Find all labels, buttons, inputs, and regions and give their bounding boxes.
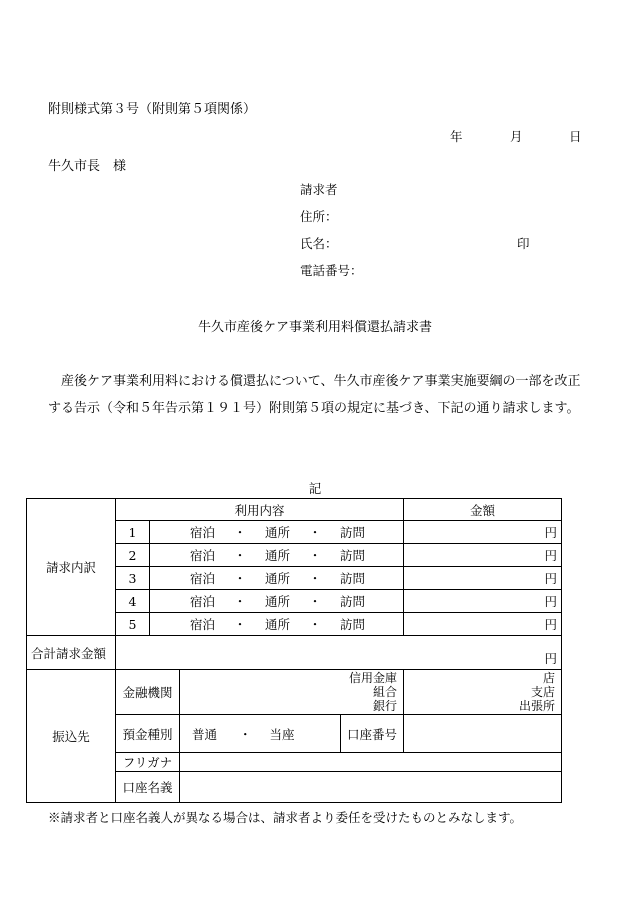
usage-options[interactable]: [150, 521, 404, 544]
option-visit: 訪問: [339, 594, 365, 609]
date-day-label: 日: [569, 129, 582, 144]
bank-type-shinkin: 信用金庫: [349, 671, 398, 685]
date-year-label: 年: [450, 129, 463, 144]
furigana-label: フリガナ: [116, 753, 180, 772]
breakdown-label: 請求内訳: [27, 499, 116, 636]
furigana-field[interactable]: [180, 753, 562, 772]
footnote: ※請求者と口座名義人が異なる場合は、請求者より委任を受けたものとみなします。: [48, 810, 523, 825]
option-visit: 訪問: [339, 571, 365, 586]
ki-label: 記: [308, 481, 322, 496]
usage-header: 利用内容: [116, 499, 404, 521]
account-holder-field[interactable]: [180, 772, 562, 803]
address-label: 住所：: [300, 209, 338, 224]
bank-type-ginko: 銀行: [373, 699, 398, 713]
option-visit: 訪問: [339, 617, 365, 632]
option-daycare: 通所: [264, 617, 290, 632]
option-stay: 宿泊: [190, 548, 216, 563]
separator: ・: [233, 525, 247, 540]
seal-mark: 印: [517, 236, 530, 251]
row-number: 3: [116, 567, 150, 590]
amount-field[interactable]: 円: [404, 521, 562, 544]
option-visit: 訪問: [339, 548, 365, 563]
usage-options[interactable]: [150, 544, 404, 567]
separator: ・: [233, 571, 247, 586]
institution-label: 金融機関: [116, 670, 180, 715]
separator: ・: [233, 548, 247, 563]
separator: ・: [233, 617, 247, 632]
row-number: 1: [116, 521, 150, 544]
branch-type-shiten: 支店: [531, 685, 556, 699]
body-text: 産後ケア事業利用料における償還払について、牛久市産後ケア事業実施要綱の一部を改正する告示（令和５年告示第１９１号）附則第５項の規定に基づき、下記の通り請求します。: [48, 374, 581, 416]
document-title: 牛久市産後ケア事業利用料償還払請求書: [197, 320, 432, 335]
usage-options[interactable]: [150, 590, 404, 613]
amount-field[interactable]: 円: [404, 544, 562, 567]
claimant-label: 請求者: [300, 182, 338, 197]
bank-type-kumiai: 組合: [373, 685, 398, 699]
total-amount-field[interactable]: [116, 636, 562, 670]
bank-name-field[interactable]: [180, 670, 404, 715]
phone-label: 電話番号：: [300, 263, 363, 278]
account-holder-label: 口座名義: [116, 772, 180, 803]
option-daycare: 通所: [264, 525, 290, 540]
claim-table: [26, 498, 562, 803]
separator: ・: [308, 571, 322, 586]
usage-options[interactable]: [150, 567, 404, 590]
option-visit: 訪問: [339, 525, 365, 540]
date-month-label: 月: [510, 129, 523, 144]
deposit-type-options[interactable]: [180, 715, 341, 753]
separator: ・: [308, 594, 322, 609]
separator: ・: [239, 726, 252, 742]
row-number: 4: [116, 590, 150, 613]
deposit-type-label: 預金種別: [116, 715, 180, 753]
option-stay: 宿泊: [190, 617, 216, 632]
body-paragraph: [48, 368, 588, 422]
option-stay: 宿泊: [190, 594, 216, 609]
branch-name-field[interactable]: [404, 670, 562, 715]
option-daycare: 通所: [264, 571, 290, 586]
separator: ・: [308, 617, 322, 632]
separator: ・: [308, 525, 322, 540]
transfer-label: 振込先: [27, 670, 116, 803]
form-number: 附則様式第３号（附則第５項関係）: [48, 102, 257, 117]
total-label: 合計請求金額: [27, 636, 116, 670]
amount-field[interactable]: 円: [404, 567, 562, 590]
option-stay: 宿泊: [190, 571, 216, 586]
account-number-field[interactable]: [404, 715, 562, 753]
name-label: 氏名：: [300, 236, 338, 251]
account-number-label: 口座番号: [341, 715, 404, 753]
option-stay: 宿泊: [190, 525, 216, 540]
separator: ・: [308, 548, 322, 563]
row-number: 5: [116, 613, 150, 636]
row-number: 2: [116, 544, 150, 567]
amount-header: 金額: [404, 499, 562, 521]
option-daycare: 通所: [264, 548, 290, 563]
amount-field[interactable]: 円: [404, 590, 562, 613]
usage-options[interactable]: [150, 613, 404, 636]
amount-field[interactable]: 円: [404, 613, 562, 636]
total-yen: 円: [544, 650, 558, 666]
option-daycare: 通所: [264, 594, 290, 609]
deposit-ordinary: 普通: [192, 726, 218, 742]
deposit-current: 当座: [269, 726, 295, 742]
branch-type-ten: 店: [543, 671, 556, 685]
branch-type-shutchojo: 出張所: [519, 699, 556, 713]
separator: ・: [233, 594, 247, 609]
addressee: 牛久市長 様: [48, 159, 127, 174]
